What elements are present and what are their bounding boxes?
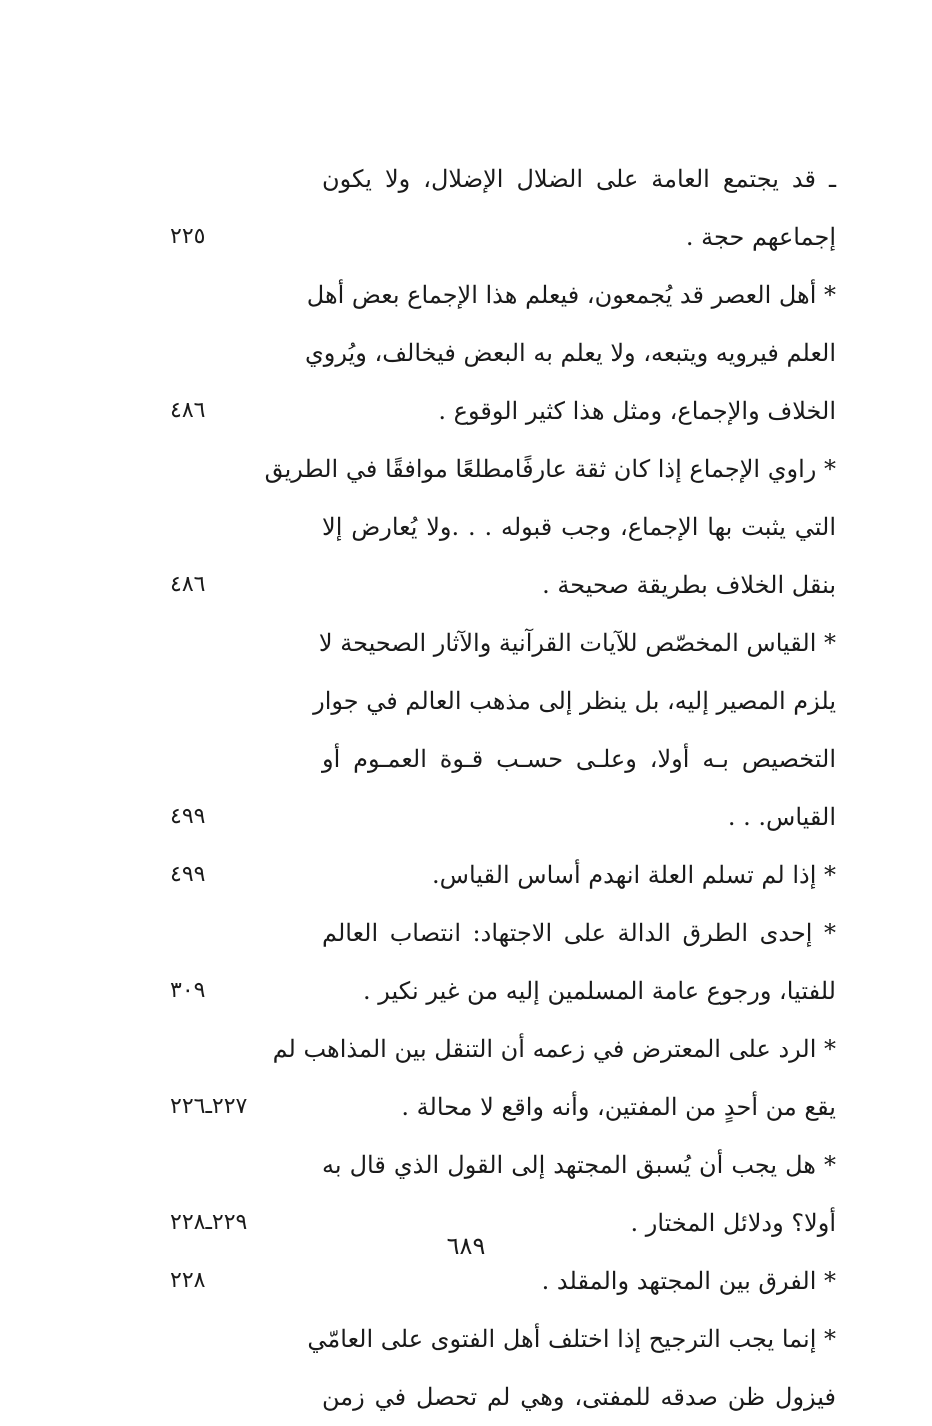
entry-line: * أهل العصر قد يُجمعون، فيعلم هذا الإجماع بعض أهل xyxy=(306,281,836,309)
entry-line: * راوي الإجماع إذا كان ثقة عارفًامطلعًا موافقًا في الطريق xyxy=(264,455,836,483)
entry-line: يقع من أحدٍ من المفتين، وأنه واقع لا محالة . xyxy=(401,1093,836,1121)
page-reference: ٢٢٨ xyxy=(170,1268,206,1293)
page-number: ٦٨٩ xyxy=(446,1232,486,1260)
entry-line: بنقل الخلاف بطريقة صحيحة . xyxy=(542,571,836,599)
entry-line: للفتيا، ورجوع عامة المسلمين إليه من غير نكير . xyxy=(363,977,836,1005)
page-reference: ٢٢٩ـ٢٢٨ xyxy=(170,1210,248,1235)
entry-line: التي يثبت بها الإجماع، وجب قبوله . . .ولا يُعارض إلا xyxy=(322,513,836,541)
entry-line: ـ قد يجتمع العامة على الضلال الإضلال، ولا يكون xyxy=(322,165,836,193)
page-reference: ٢٢٥ xyxy=(170,224,206,249)
entry-line: التخصيص بـه أولا، وعلـى حسـب قـوة العمـوم أو xyxy=(322,745,836,773)
entry-line: أولا؟ ودلائل المختار . xyxy=(630,1209,836,1237)
page-reference: ٤٨٦ xyxy=(170,572,206,597)
page-reference: ٤٩٩ xyxy=(170,804,206,829)
entry-line: فيزول ظن صدقه للمفتى، وهي لم تحصل في زمن xyxy=(322,1383,836,1411)
entry-line: * الرد على المعترض في زعمه أن التنقل بين المذاهب لم xyxy=(272,1035,836,1063)
page-reference-column xyxy=(150,150,275,1310)
page-reference: ٣٠٩ xyxy=(170,978,206,1003)
entry-line: * إذا لم تسلم العلة انهدم أساس القياس. xyxy=(432,861,836,889)
entry-line: * إحدى الطرق الدالة على الاجتهاد: انتصاب العالم xyxy=(322,919,836,947)
entry-line: يلزم المصير إليه، بل ينظر إلى مذهب العالم في جوار xyxy=(313,687,836,715)
entry-line: القياس. . . xyxy=(727,803,836,831)
entry-line: * القياس المخصّص للآيات القرآنية والآثار الصحيحة لا xyxy=(318,629,836,657)
entry-line: الخلاف والإجماع، ومثل هذا كثير الوقوع . xyxy=(438,397,836,425)
page-reference: ٢٢٧ـ٢٢٦ xyxy=(170,1094,248,1119)
page-reference: ٤٨٦ xyxy=(170,398,206,423)
entry-line: * إنما يجب الترجيح إذا اختلف أهل الفتوى على العامّي xyxy=(307,1325,836,1353)
entry-line: * الفرق بين المجتهد والمقلد . xyxy=(541,1267,836,1295)
entry-line: إجماعهم حجة . xyxy=(685,223,836,251)
page-reference: ٤٩٩ xyxy=(170,862,206,887)
entry-line: * هل يجب أن يُسبق المجتهد إلى القول الذي قال به xyxy=(322,1151,836,1179)
entry-line: العلم فيرويه ويتبعه، ولا يعلم به البعض فيخالف، ويُروي xyxy=(304,339,836,367)
